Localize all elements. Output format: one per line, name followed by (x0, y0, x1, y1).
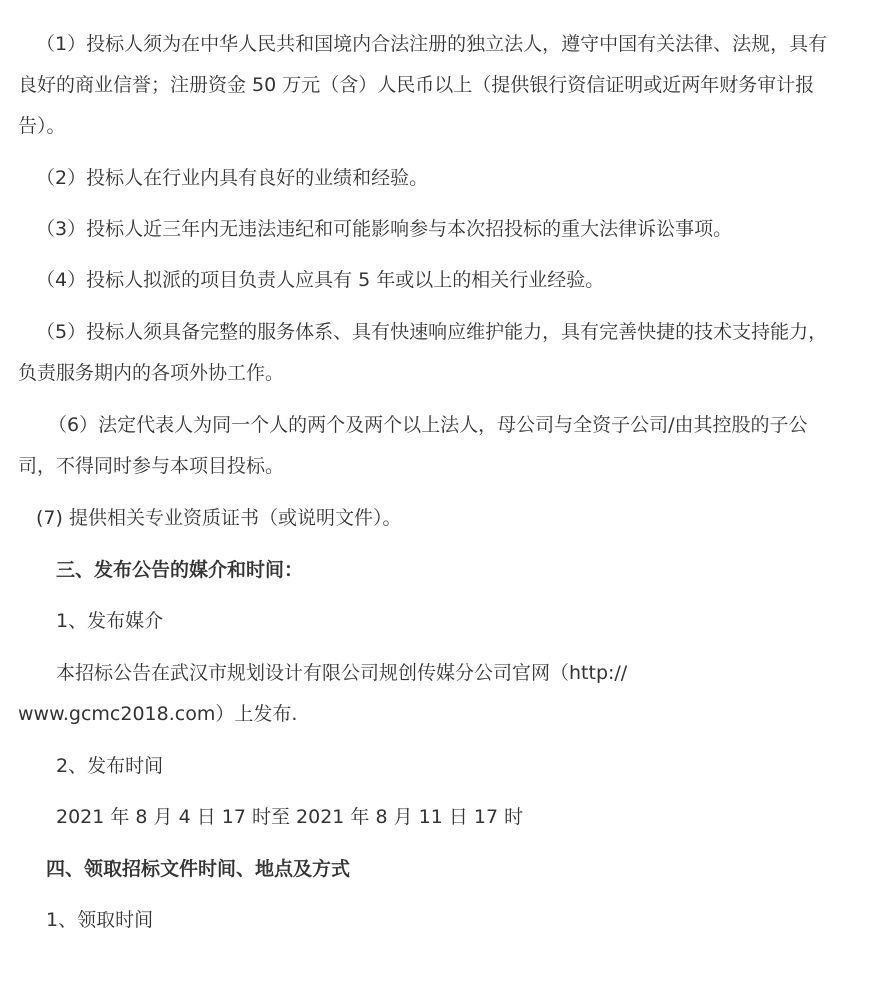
requirement-4: （4）投标人拟派的项目负责人应具有 5 年或以上的相关行业经验。 (36, 269, 605, 291)
requirement-5-line-1: （5）投标人须具备完整的服务体系、具有快速响应维护能力，具有完善快捷的技术支持能力， (36, 321, 828, 343)
requirement-1-line-3: 告）。 (18, 115, 66, 137)
requirement-2: （2）投标人在行业内具有良好的业绩和经验。 (36, 167, 429, 189)
requirement-1-line-1: （1）投标人须为在中华人民共和国境内合法注册的独立法人，遵守中国有关法律、法规，具有 (36, 33, 828, 55)
requirement-5-line-2: 负责服务期内的各项外协工作。 (18, 362, 285, 384)
requirement-3: （3）投标人近三年内无违法违纪和可能影响参与本次招投标的重大法律诉讼事项。 (36, 218, 733, 240)
section-3-heading: 三、发布公告的媒介和时间： (56, 559, 304, 581)
subheading-collect-time: 1、领取时间 (46, 909, 154, 931)
publish-time-text: 2021 年 8 月 4 日 17 时至 2021 年 8 月 11 日 17 时 (56, 806, 524, 828)
requirement-6-line-2: 司，不得同时参与本项目投标。 (18, 455, 285, 477)
section-4-heading: 四、领取招标文件时间、地点及方式 (46, 858, 351, 880)
media-text-line-2: www.gcmc2018.com）上发布. (18, 703, 298, 725)
subheading-publish-media: 1、发布媒介 (56, 610, 164, 632)
requirement-1-line-2: 良好的商业信誉；注册资金 50 万元（含）人民币以上（提供银行资信证明或近两年财务审计报 (18, 74, 815, 96)
media-text-line-1: 本招标公告在武汉市规划设计有限公司规创传媒分公司官网（http:// (56, 662, 628, 684)
requirement-7: (7) 提供相关专业资质证书（或说明文件）。 (36, 507, 402, 529)
subheading-publish-time: 2、发布时间 (56, 755, 164, 777)
requirement-6-line-1: （6）法定代表人为同一个人的两个及两个以上法人，母公司与全资子公司/由其控股的子公 (48, 414, 808, 436)
